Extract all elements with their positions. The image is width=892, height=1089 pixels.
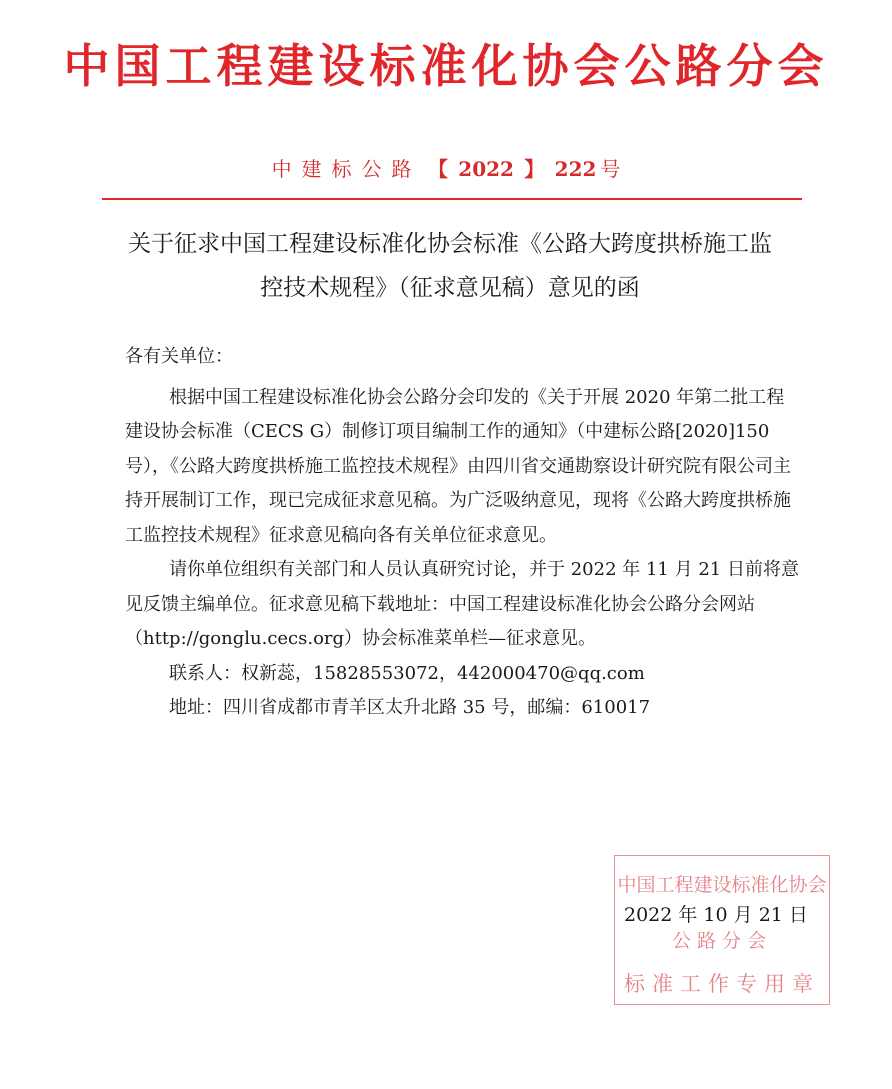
subject-line-1: 关于征求中国工程建设标准化协会标准《公路大跨度拱桥施工监 <box>128 231 772 257</box>
paragraph-basis: 根据中国工程建设标准化协会公路分会印发的《关于开展 2020 年第二批工程建设协会标准（CECS G）制修订项目编制工作的通知》（中建标公路[2020]150 号），《公路大跨度拱桥施工监控技术规程》由四川省交通勘察设计研究院有限公司主持开展制订工作，现已完成征求意见稿。为广泛吸纳意见，现将《公路大跨度拱桥施工监控技术规程》征求意见稿向各有关单位征求意见。 <box>125 386 791 546</box>
doc-number-value: 222 <box>554 157 597 181</box>
bracket-open: 【 <box>427 157 448 181</box>
letter-body <box>125 340 801 726</box>
letter-subject <box>110 222 790 310</box>
bracket-close: 】 <box>524 157 545 181</box>
subject-line-2: 控技术规程》（征求意见稿）意见的函 <box>260 275 640 301</box>
seal-line-branch: 公路分会 <box>671 930 772 952</box>
seal-line-organization: 中国工程建设标准化协会 <box>617 874 827 896</box>
doc-number-suffix: 号 <box>600 157 621 181</box>
issuer-title: 中国工程建设标准化协会公路分会 <box>63 39 829 93</box>
official-seal <box>614 855 830 1005</box>
doc-year: 2022 <box>458 157 514 181</box>
contact-info: 联系人：权新蕊，15828553072，442000470@qq.com <box>169 662 645 684</box>
document-number <box>0 153 892 182</box>
paragraph-request: 请你单位组织有关部门和人员认真研究讨论，并于 2022 年 11 月 21 日前将意见反馈主编单位。征求意见稿下载地址：中国工程建设标准化协会公路分会网站（http://gonglu.cecs.org）协会标准菜单栏—征求意见。 <box>125 559 799 649</box>
address-info: 地址：四川省成都市青羊区太升北路 35 号，邮编：610017 <box>169 697 651 718</box>
doc-number-prefix: 中建标公路 <box>271 157 422 181</box>
issue-date: 2022 年 10 月 21 日 <box>624 904 808 926</box>
red-divider <box>102 198 802 200</box>
salutation: 各有关单位： <box>125 346 233 367</box>
seal-line-purpose: 标准工作专用章 <box>624 972 820 996</box>
